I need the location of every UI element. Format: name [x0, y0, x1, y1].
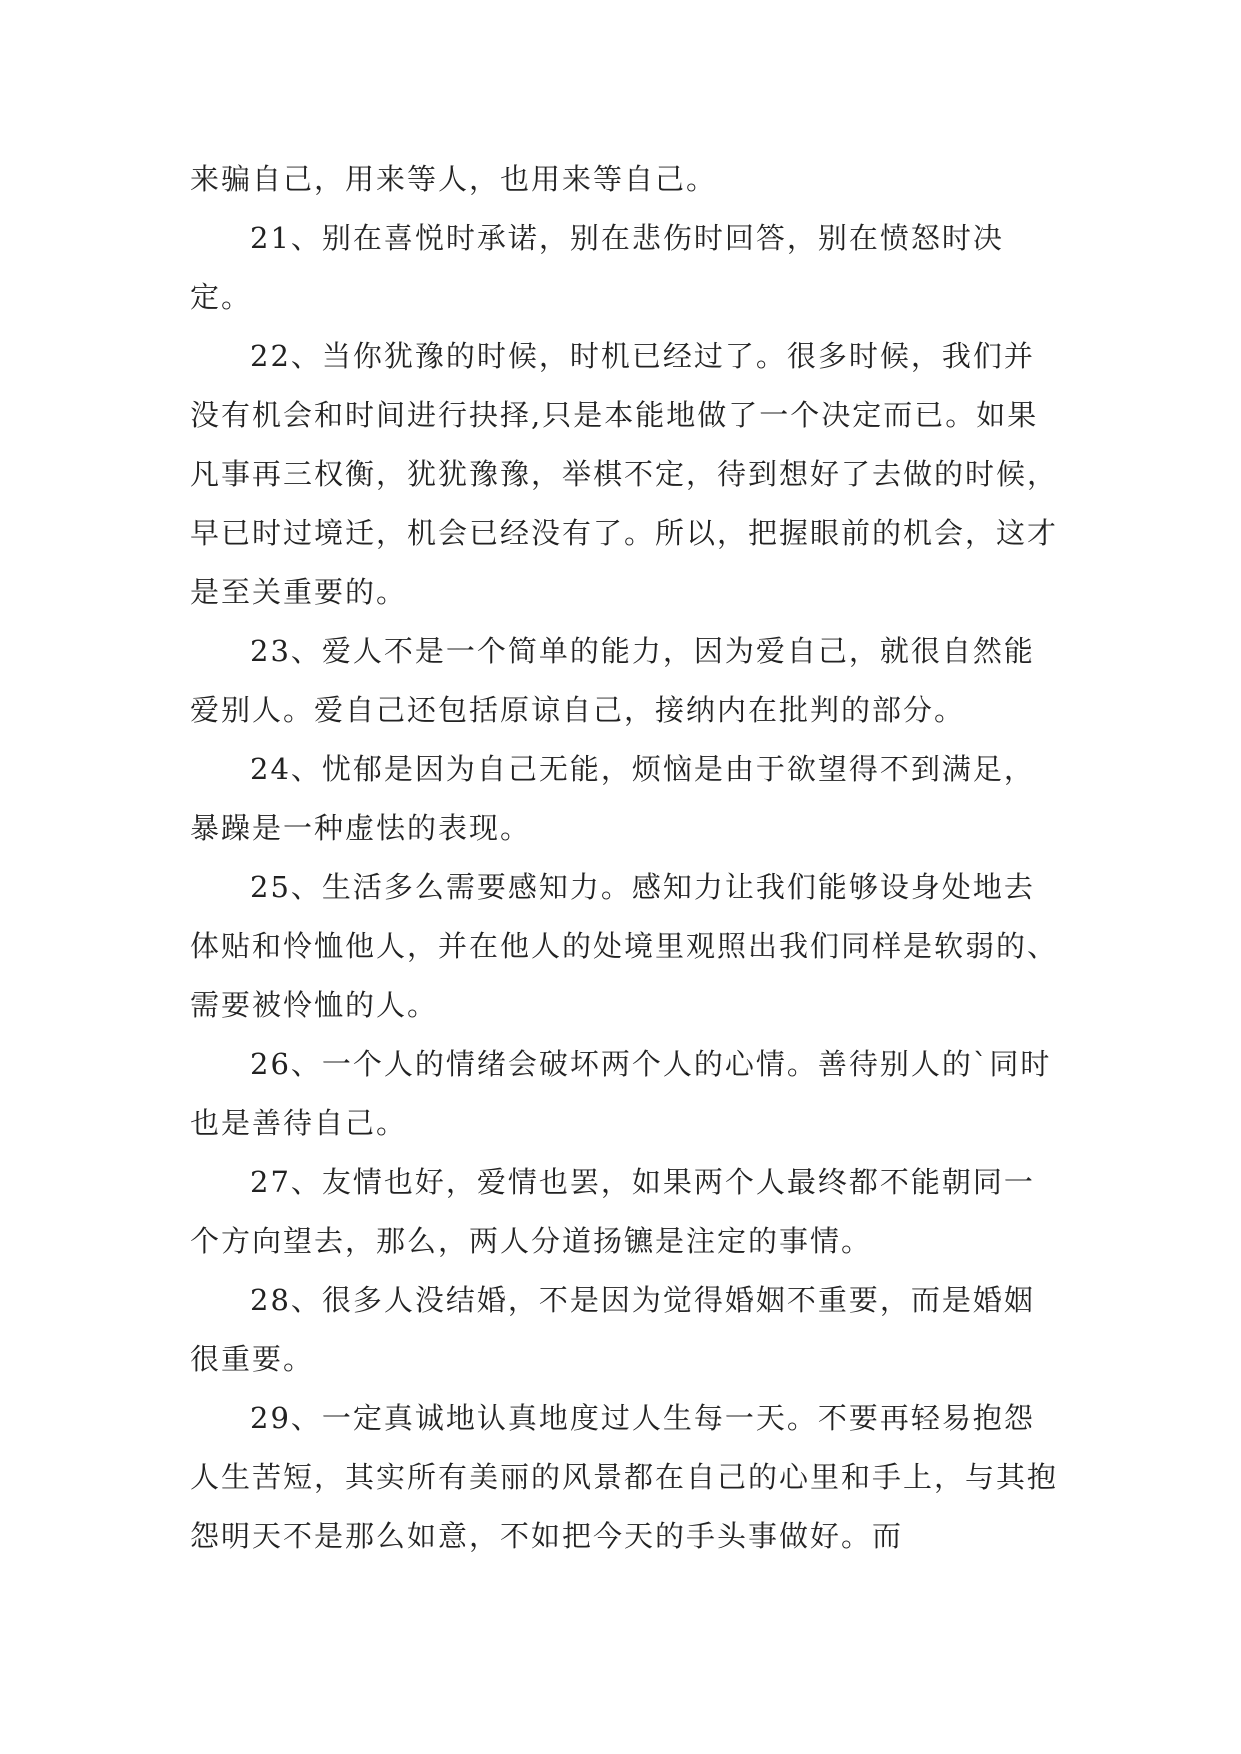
paragraph: 来骗自己，用来等人，也用来等自己。: [190, 162, 718, 196]
paragraph: 24、忧郁是因为自己无能，烦恼是由于欲望得不到满足，暴躁是一种虚怯的表现。: [190, 752, 1035, 845]
paragraph: 26、一个人的情绪会破坏两个人的心情。善待别人的`同时也是善待自己。: [190, 1047, 1052, 1140]
paragraph: 27、友情也好，爱情也罢，如果两个人最终都不能朝同一个方向望去，那么，两人分道扬镳是注定的事情。: [190, 1165, 1035, 1258]
paragraph: 22、当你犹豫的时候，时机已经过了。很多时候，我们并没有机会和时间进行抉择,只是本能地做了一个决定而已。如果凡事再三权衡，犹犹豫豫，举棋不定，待到想好了去做的时候，早已时过境迁，机会已经没有了。所以，把握眼前的机会，这才是至关重要的。: [190, 339, 1059, 609]
paragraph: 23、爱人不是一个简单的能力，因为爱自己，就很自然能爱别人。爱自己还包括原谅自己，接纳内在批判的部分。: [190, 634, 1035, 727]
paragraph: 28、很多人没结婚，不是因为觉得婚姻不重要，而是婚姻很重要。: [190, 1283, 1035, 1376]
paragraph: 25、生活多么需要感知力。感知力让我们能够设身处地去体贴和怜恤他人，并在他人的处境里观照出我们同样是软弱的、需要被怜恤的人。: [190, 870, 1059, 1022]
document-body: [190, 150, 1060, 1566]
paragraph: 29、一定真诚地认真地度过人生每一天。不要再轻易抱怨人生苦短，其实所有美丽的风景都在自己的心里和手上，与其抱怨明天不是那么如意，不如把今天的手头事做好。而: [190, 1401, 1059, 1553]
paragraph: 21、别在喜悦时承诺，别在悲伤时回答，别在愤怒时决定。: [190, 221, 1004, 314]
